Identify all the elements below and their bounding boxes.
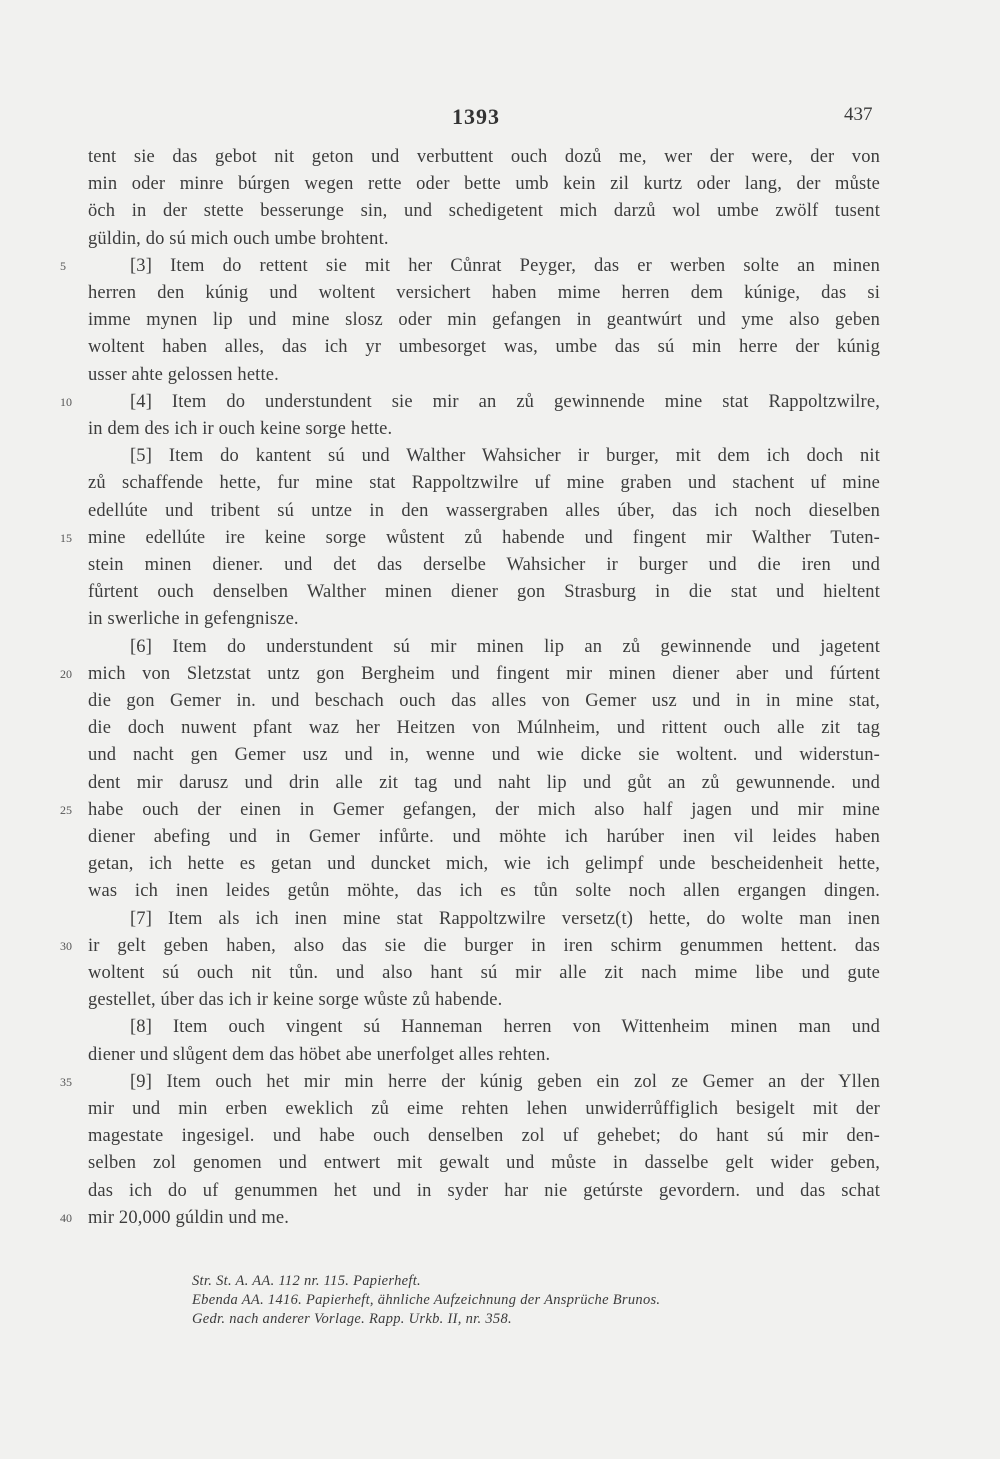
text-line: magestate ingesigel. und habe ouch denselben zol uf gehebet; do hant sú mir den-	[88, 1126, 880, 1147]
text-line: woltent sú ouch nit tůn. und also hant sú mir alle zit nach mime libe und gute	[88, 963, 880, 983]
source-note: Str. St. A. AA. 112 nr. 115. Papierheft.	[192, 1273, 421, 1289]
text-line: stein minen diener. und det das derselbe Wahsicher ir burger und die iren und	[88, 555, 880, 575]
text-line: mir 20,000 gúldin und me.	[88, 1207, 290, 1228]
text-line: mir und min erben eweklich zů eime rehten lehen unwiderrůffiglich besigelt mit der	[88, 1099, 880, 1119]
text-line: dent mir darusz und drin alle zit tag und naht lip und gůt an zů gewunnende. und	[88, 772, 880, 793]
text-line: [9] Item ouch het mir min herre der kúnig geben ein zol ze Gemer an der Yllen	[130, 1071, 880, 1092]
text-line: in dem des ich ir ouch keine sorge hette.	[88, 419, 393, 439]
margin-line-number: 15	[60, 530, 72, 545]
margin-line-number: 35	[60, 1074, 72, 1089]
text-line: [5] Item do kantent sú und Walther Wahsicher ir burger, mit dem ich doch nit	[130, 446, 880, 467]
text-line: zů schaffende hette, fur mine stat Rappoltzwilre uf mine graben und stachent uf mine	[88, 473, 880, 494]
text-line: usser ahte gelossen hette.	[88, 364, 279, 385]
text-line: öch in der stette besserunge sin, und schedigetent mich darzů wol umbe zwölf tusent	[88, 201, 880, 222]
text-line: was ich inen leides getůn möhte, das ich es tůn solte noch allen ergangen dingen.	[88, 881, 880, 902]
text-line: woltent haben alles, das ich yr umbesorget was, umbe das sú min herre der kúnig	[88, 337, 880, 358]
text-line: diener abefing und in Gemer infůrte. und möhte ich harúber inen vil leides haben	[88, 827, 880, 847]
text-line: [7] Item als ich inen mine stat Rappoltzwilre versetz(t) hette, do wolte man inen	[130, 908, 880, 929]
page-header-year: 1393	[452, 104, 500, 129]
text-line: gestellet, úber das ich ir keine sorge wůste zů habende.	[88, 990, 503, 1011]
text-line: imme mynen lip und mine slosz oder min gefangen in geantwúrt und yme also geben	[88, 310, 880, 331]
text-line: und nacht gen Gemer usz und in, wenne und wie dicke sie woltent. und widerstun-	[88, 745, 880, 766]
margin-line-number: 20	[60, 666, 72, 681]
text-line: edellúte und tribent sú untze in den wassergraben alles úber, das ich noch dieselben	[88, 500, 880, 521]
text-line: diener und slůgent dem das höbet abe unerfolget alles rehten.	[88, 1044, 551, 1065]
text-line: die doch nuwent pfant waz her Heitzen von Múlnheim, und rittent ouch alle zit tag	[88, 718, 880, 739]
text-line: die gon Gemer in. und beschach ouch das alles von Gemer usz und in in mine stat,	[88, 691, 880, 711]
page-number: 437	[844, 104, 873, 125]
source-note: Gedr. nach anderer Vorlage. Rapp. Urkb. II, nr. 358.	[192, 1311, 512, 1327]
text-line: in swerliche in gefengnisze.	[88, 609, 299, 630]
text-line: habe ouch der einen in Gemer gefangen, der mich also half jagen und mir mine	[88, 799, 880, 820]
text-line: güldin, do sú mich ouch umbe brohtent.	[88, 228, 389, 249]
text-line: getan, ich hette es getan und duncket mich, wie ich gelimpf unde bescheidenheit hette,	[88, 854, 880, 875]
text-line: [6] Item do understundent sú mir minen lip an zů gewinnende und jagetent	[130, 636, 880, 657]
text-line: tent sie das gebot nit geton und verbuttent ouch dozů me, wer der were, der von	[88, 147, 880, 167]
text-line: herren den kúnig und woltent versichert haben mime herren dem kúnige, das si	[88, 283, 880, 303]
margin-line-number: 25	[60, 802, 72, 817]
text-line: [4] Item do understundent sie mir an zů gewinnende mine stat Rappoltzwilre,	[130, 391, 880, 412]
text-line: das ich do uf genummen het und in syder har nie getúrste gevordern. und das schat	[88, 1180, 880, 1201]
text-line: ir gelt geben haben, also das sie die burger in iren schirm genummen hettent. das	[88, 935, 880, 956]
text-line: min oder minre búrgen wegen rette oder bette umb kein zil kurtz oder lang, der můste	[88, 174, 880, 195]
text-line: [3] Item do rettent sie mit her Cůnrat Peyger, das er werben solte an minen	[130, 255, 880, 276]
text-line: selben zol genomen und entwert mit gewalt und můste in dasselbe gelt wider geben,	[88, 1153, 880, 1174]
margin-line-number: 40	[60, 1210, 72, 1225]
text-line: mich von Sletzstat untz gon Bergheim und fingent mir minen diener aber und fúrtent	[88, 663, 880, 684]
margin-line-number: 10	[60, 394, 72, 409]
source-note: Ebenda AA. 1416. Papierheft, ähnliche Aufzeichnung der Ansprüche Brunos.	[192, 1292, 661, 1308]
margin-line-number: 5	[60, 258, 66, 273]
text-line: [8] Item ouch vingent sú Hanneman herren von Wittenheim minen man und	[130, 1017, 880, 1038]
text-line: fůrtent ouch denselben Walther minen diener gon Strasburg in die stat und hieltent	[88, 582, 880, 603]
margin-line-number: 30	[60, 938, 72, 953]
text-line: mine edellúte ire keine sorge wůstent zů habende und fingent mir Walther Tuten-	[88, 527, 880, 548]
